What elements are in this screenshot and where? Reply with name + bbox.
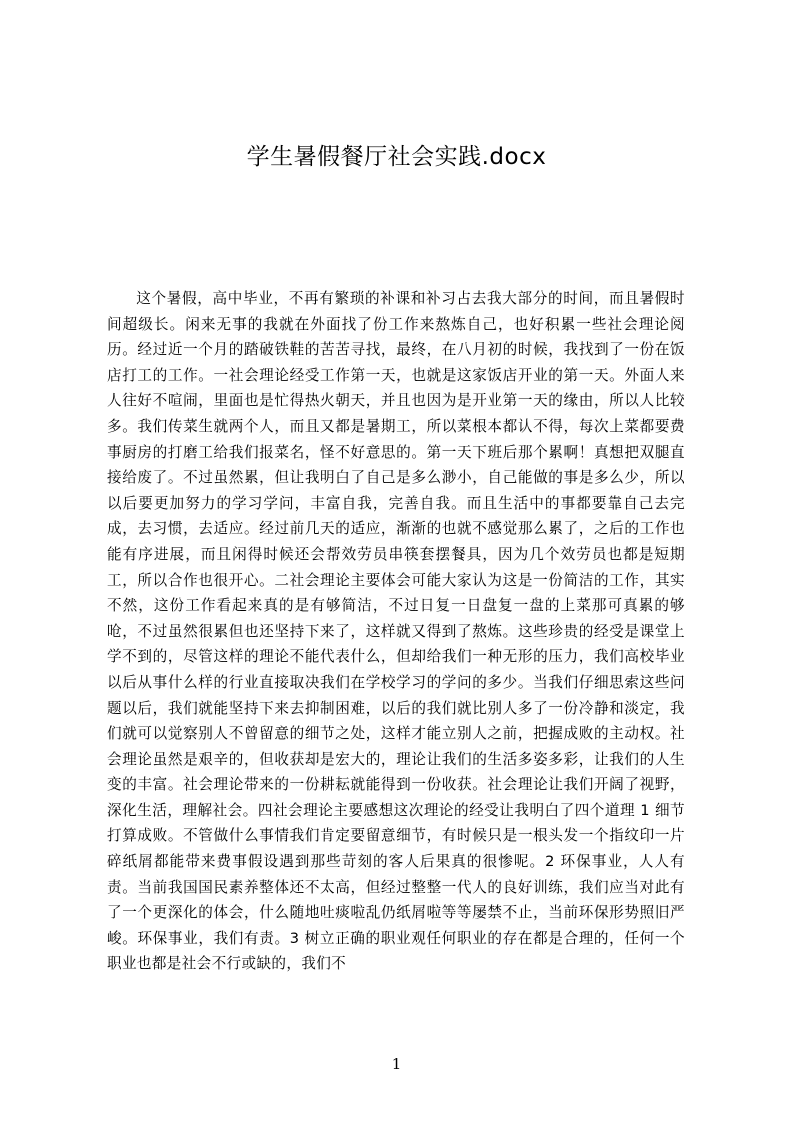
body-paragraph: 这个暑假，高中毕业，不再有繁琐的补课和补习占去我大部分的时间，而且暑假时间超级长。闲来无事的我就在外面找了份工作来熬炼自己，也好积累一些社会理论阅历。经过近一个月的踏破铁鞋的苦苦寻找，最终，在八月初的时候，我找到了一份在饭店打工的工作。一社会理论经受工作第一天，也就是这家饭店开业的第一天。外面人来人往好不喧闹，里面也是忙得热火朝天，并且也因为是开业第一天的缘由，所以人比较多。我们传菜生就两个人，而且又都是暑期工，所以菜根本都认不得，每次上菜都要费事厨房的打磨工给我们报菜名，怪不好意思的。第一天下班后那个累啊！真想把双腿直接给废了。不过虽然累，但让我明白了自己是多么渺小，自己能做的事是多么少，所以以后要更加努力的学习学问，丰富自我，完善自我。而且生活中的事都要靠自己去完成，去习惯，去适应。经过前几天的适应，渐渐的也就不感觉那么累了，之后的工作也能有序进展，而且闲得时候还会帮效劳员串筷套摆餐具，因为几个效劳员也都是短期工，所以合作也很开心。二社会理论主要体会可能大家认为这是一份简洁的工作，其实不然，这份工作看起来真的是有够简洁，不过日复一日盘复一盘的上菜那可真累的够呛，不过虽然很累但也还坚持下来了，这样就又得到了熬炼。这些珍贵的经受是课堂上学不到的，尽管这样的理论不能代表什么，但却给我们一种无形的压力，我们高校毕业以后从事什么样的行业直接取决我们在学校学习的学问的多少。当我们仔细思索这些问题以后，我们就能坚持下来去抑制困难，以后的我们就比别人多了一份冷静和淡定，我们就可以觉察别人不曾留意的细节之处，这样才能立别人之前，把握成败的主动权。社会理论虽然是艰辛的，但收获却是宏大的，理论让我们的生活多姿多彩，让我们的人生变的丰富。社会理论带来的一份耕耘就能得到一份收获。社会理论让我们开阔了视野，深化生活，理解社会。四社会理论主要感想这次理论的经受让我明白了四个道理 1 细节打算成败。不管做什么事情我们肯定要留意细节，有时候只是一根头发一个指纹印一片碎纸屑都能带来费事假设遇到那些苛刻的客人后果真的很惨呢。2 环保事业，人人有责。当前我国国民素养整体还不太高，但经过整整一代人的良好训练，我们应当对此有了一个更深化的体会，什么随地吐痰啦乱仍纸屑啦等等屡禁不止，当前环保形势照旧严峻。环保事业，我们有责。3 树立正确的职业观任何职业的存在都是合理的，任何一个职业也都是社会不行或缺的，我们不: [107, 290, 685, 973]
document-title: 学生暑假餐厅社会实践.docx: [246, 144, 547, 170]
page-number: 1: [391, 1055, 402, 1073]
